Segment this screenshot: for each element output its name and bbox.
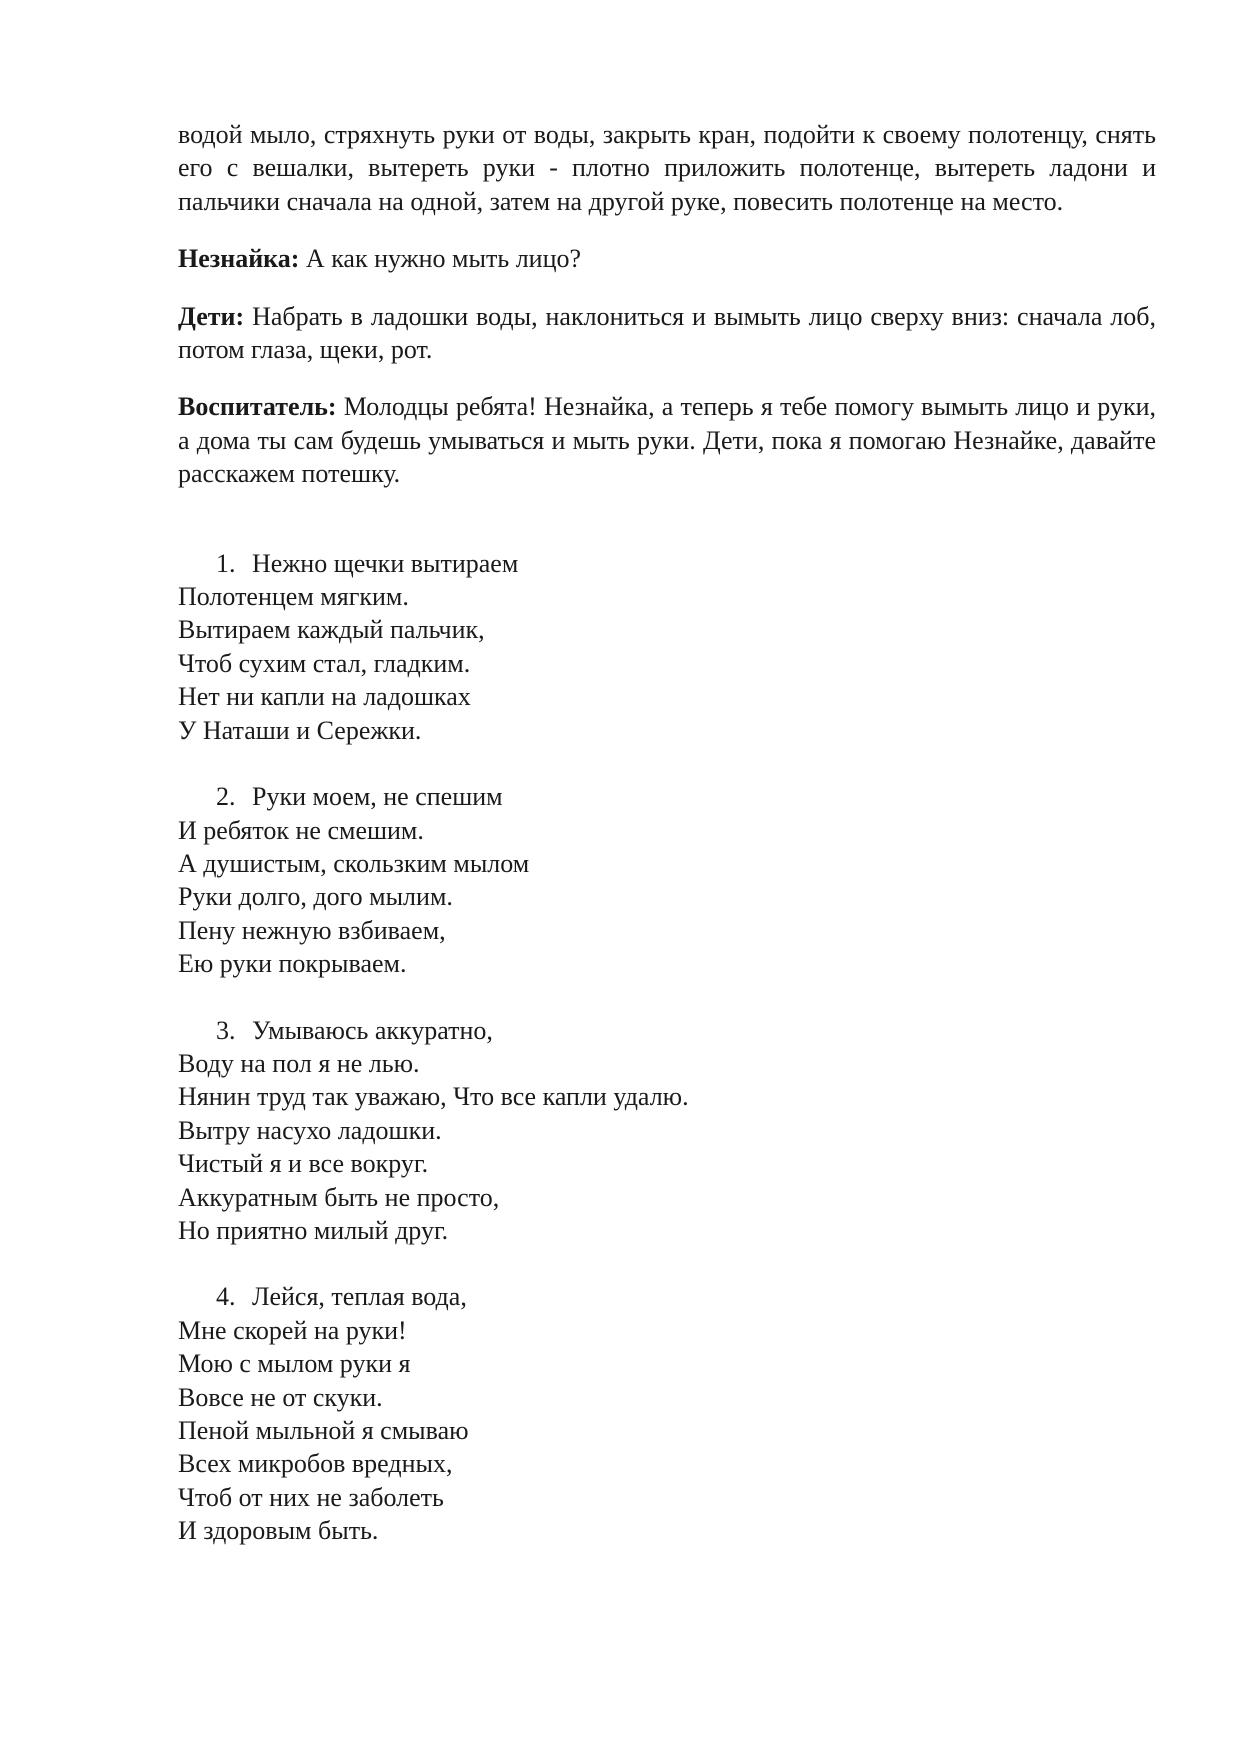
poem-number: 1. bbox=[216, 548, 236, 578]
poem-2 bbox=[178, 780, 1156, 980]
poem-line: Воду на пол я не лью. bbox=[178, 1048, 420, 1078]
poem-line: Пеной мыльной я смываю bbox=[178, 1416, 469, 1445]
dialog-text: Молодцы ребята! Незнайка, а теперь я тебе помогу вымыть лицо и руки, а дома ты сам будешь умываться и мыть руки. Дети, пока я помогаю Незнайке, давайте расскажем потешку. bbox=[178, 392, 1156, 489]
poem-line-text: Руки моем, не спешим bbox=[252, 782, 503, 812]
poem-line: Вытираем каждый пальчик, bbox=[178, 615, 485, 645]
intro-paragraph: водой мыло, стряхнуть руки от воды, закрыть кран, подойти к своему полотенцу, снять его с вешалки, вытереть руки - плотно приложить полотенце, вытереть ладони и пальчики сначала на одной, затем на другой руке, повесить полотенце на место. bbox=[178, 120, 1156, 216]
poem-1 bbox=[178, 547, 1156, 747]
poem-line: Мне скорей на руки! bbox=[178, 1315, 407, 1345]
poem-number: 2. bbox=[216, 782, 236, 812]
dialog-children bbox=[178, 300, 1156, 367]
document-page bbox=[178, 118, 1156, 1581]
poem-number: 4. bbox=[216, 1282, 236, 1312]
poem-4 bbox=[178, 1280, 1156, 1547]
dialog-text: А как нужно мыть лицо? bbox=[299, 244, 582, 274]
poem-line: Вытру насухо ладошки. bbox=[178, 1115, 442, 1145]
poem-line: Чистый я и все вокруг. bbox=[178, 1149, 429, 1179]
poem-line: У Наташи и Сережки. bbox=[178, 715, 422, 745]
poem-line: Аккуратным быть не просто, bbox=[178, 1182, 500, 1212]
poem-line: Полотенцем мягким. bbox=[178, 582, 409, 612]
poem-line: И здоровым быть. bbox=[178, 1516, 379, 1546]
poem-first-line bbox=[178, 547, 1156, 580]
speaker-label: Незнайка: bbox=[178, 244, 300, 274]
poems-list bbox=[178, 547, 1156, 1548]
poem-line: Мою с мылом руки я bbox=[178, 1349, 411, 1379]
dialog-neznayka bbox=[178, 242, 1156, 275]
poem-first-line bbox=[178, 1280, 1156, 1313]
poem-3 bbox=[178, 1014, 1156, 1248]
poem-line: Ею руки покрываем. bbox=[178, 949, 407, 979]
poem-line: Чтоб сухим стал, гладким. bbox=[178, 648, 471, 678]
poem-first-line bbox=[178, 780, 1156, 813]
poem-line: Нет ни капли на ладошках bbox=[178, 682, 471, 712]
speaker-label: Дети: bbox=[178, 301, 245, 331]
poem-line: Пену нежную взбиваем, bbox=[178, 915, 446, 945]
poem-line-text: Лейся, теплая вода, bbox=[252, 1282, 467, 1312]
poem-line: Всех микробов вредных, bbox=[178, 1449, 453, 1479]
poem-line: И ребяток не смешим. bbox=[178, 815, 424, 845]
poem-line: Руки долго, дого мылим. bbox=[178, 882, 453, 912]
poem-first-line bbox=[178, 1014, 1156, 1047]
poem-number: 3. bbox=[216, 1015, 236, 1045]
poem-line: Вовсе не от скуки. bbox=[178, 1382, 383, 1412]
dialog-text: Набрать в ладошки воды, наклониться и вымыть лицо сверху вниз: сначала лоб, потом глаза, щеки, рот. bbox=[178, 301, 1156, 365]
poem-line: Но приятно милый друг. bbox=[178, 1215, 449, 1245]
poem-line: Чтоб от них не заболеть bbox=[178, 1482, 444, 1512]
dialog-teacher bbox=[178, 390, 1156, 490]
poem-line-text: Нежно щечки вытираем bbox=[252, 548, 519, 578]
poem-line: Нянин труд так уважаю, Что все капли удалю. bbox=[178, 1082, 689, 1112]
speaker-label: Воспитатель: bbox=[178, 392, 337, 422]
poem-line-text: Умываюсь аккуратно, bbox=[252, 1015, 493, 1045]
poem-line: А душистым, скользким мылом bbox=[178, 848, 530, 878]
